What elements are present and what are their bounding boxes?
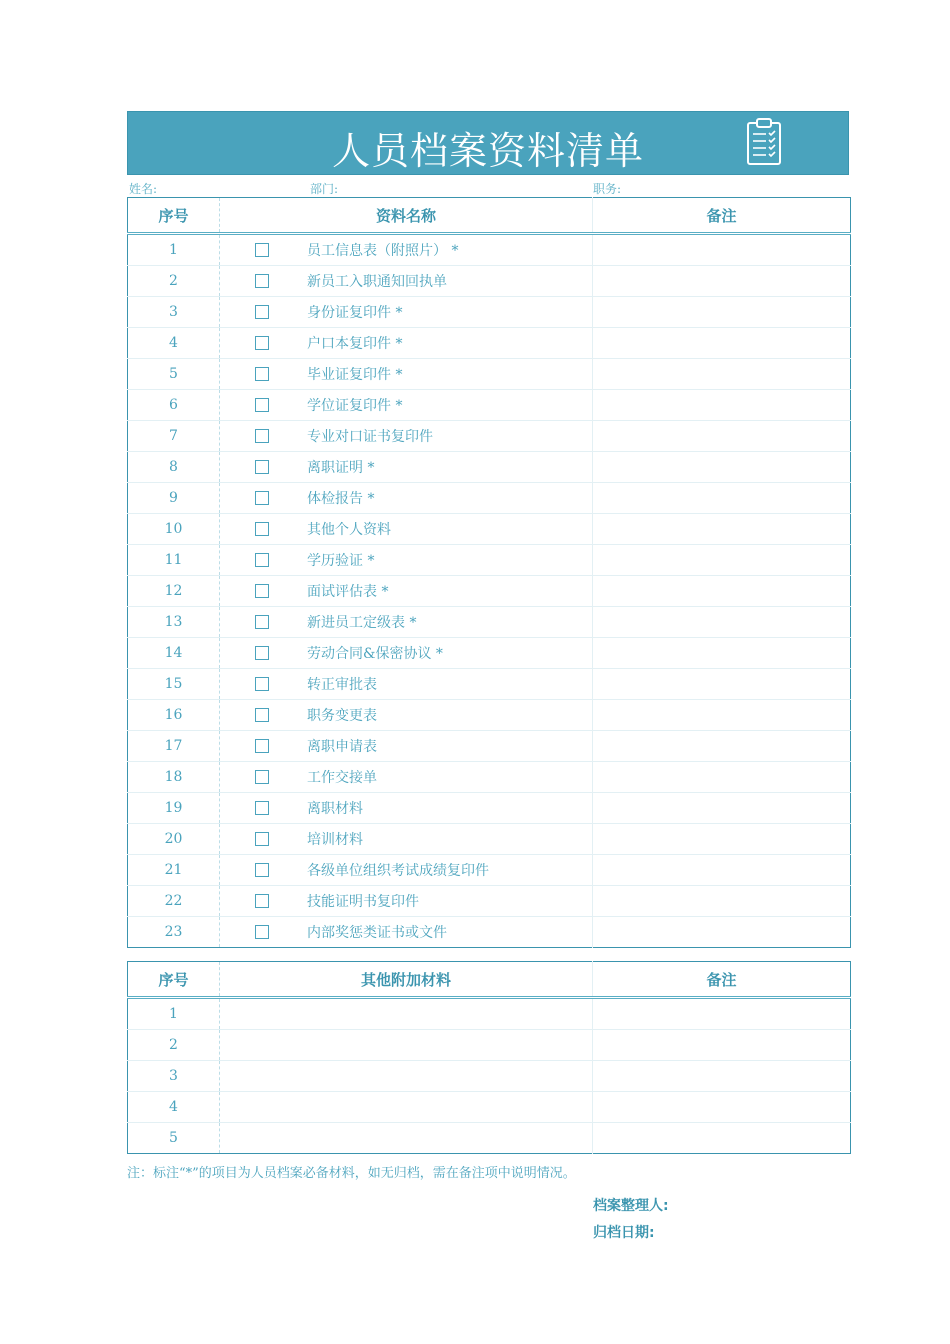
note-cell[interactable] <box>593 638 851 669</box>
document-cell <box>220 638 593 669</box>
document-cell <box>220 421 593 452</box>
row-index: 5 <box>128 359 220 390</box>
row-index: 17 <box>128 731 220 762</box>
table-row <box>128 483 851 514</box>
table-row <box>128 607 851 638</box>
document-label: 身份证复印件 * <box>307 305 403 321</box>
document-cell <box>220 669 593 700</box>
document-label: 员工信息表（附照片） * <box>307 243 459 259</box>
table-row <box>128 266 851 297</box>
document-label: 离职申请表 <box>307 739 377 755</box>
document-cell <box>220 514 593 545</box>
document-cell <box>220 607 593 638</box>
header-additional-materials: 其他附加材料 <box>220 962 593 998</box>
item-checkbox[interactable] <box>255 677 269 691</box>
row-index: 4 <box>128 328 220 359</box>
document-cell <box>220 700 593 731</box>
footnote: 注：标注“*”的项目为人员档案必备材料，如无归档，需在备注项中说明情况。 <box>127 1166 576 1181</box>
document-label: 培训材料 <box>307 832 363 848</box>
table-row <box>128 359 851 390</box>
document-label: 各级单位组织考试成绩复印件 <box>307 863 489 879</box>
note-cell[interactable] <box>593 793 851 824</box>
item-checkbox[interactable] <box>255 367 269 381</box>
note-cell[interactable] <box>593 452 851 483</box>
table-row <box>128 328 851 359</box>
document-cell <box>220 731 593 762</box>
document-label: 学位证复印件 * <box>307 398 403 414</box>
note-cell[interactable] <box>593 762 851 793</box>
document-cell <box>220 359 593 390</box>
document-cell <box>220 234 593 266</box>
item-checkbox[interactable] <box>255 491 269 505</box>
document-label: 离职证明 * <box>307 460 375 476</box>
note-cell[interactable] <box>593 824 851 855</box>
table-row <box>128 234 851 266</box>
row-index: 2 <box>128 1030 220 1061</box>
row-index: 7 <box>128 421 220 452</box>
document-cell <box>220 762 593 793</box>
document-cell <box>220 266 593 297</box>
note-cell[interactable] <box>593 998 851 1030</box>
table-row <box>128 452 851 483</box>
item-checkbox[interactable] <box>255 770 269 784</box>
document-cell <box>220 793 593 824</box>
table-row <box>128 824 851 855</box>
document-label: 劳动合同&保密协议 * <box>307 646 443 662</box>
info-line <box>127 175 849 197</box>
document-label: 户口本复印件 * <box>307 336 403 352</box>
note-cell[interactable] <box>593 917 851 948</box>
item-checkbox[interactable] <box>255 305 269 319</box>
note-cell[interactable] <box>593 359 851 390</box>
document-cell <box>220 297 593 328</box>
item-checkbox[interactable] <box>255 646 269 660</box>
name-label: 姓名: <box>129 182 158 196</box>
table-row <box>128 1030 851 1061</box>
additional-material-cell[interactable] <box>220 1061 593 1092</box>
item-checkbox[interactable] <box>255 863 269 877</box>
document-cell <box>220 824 593 855</box>
item-checkbox[interactable] <box>255 894 269 908</box>
archive-date-label: 归档日期: <box>593 1225 655 1241</box>
note-cell[interactable] <box>593 1123 851 1154</box>
row-index: 15 <box>128 669 220 700</box>
document-cell <box>220 452 593 483</box>
document-label: 工作交接单 <box>307 770 377 786</box>
item-checkbox[interactable] <box>255 398 269 412</box>
note-cell[interactable] <box>593 576 851 607</box>
table-row <box>128 998 851 1030</box>
table-row <box>128 1061 851 1092</box>
additional-materials-table <box>127 961 851 1154</box>
table-row <box>128 576 851 607</box>
table-row <box>128 669 851 700</box>
note-cell[interactable] <box>593 669 851 700</box>
row-index: 2 <box>128 266 220 297</box>
organizer-label: 档案整理人: <box>593 1198 669 1214</box>
document-label: 新员工入职通知回执单 <box>307 274 447 290</box>
additional-material-cell[interactable] <box>220 1092 593 1123</box>
document-label: 新进员工定级表 * <box>307 615 417 631</box>
item-checkbox[interactable] <box>255 584 269 598</box>
row-index: 16 <box>128 700 220 731</box>
table-row <box>128 855 851 886</box>
document-checklist-table <box>127 197 851 948</box>
table-row <box>128 545 851 576</box>
row-index: 1 <box>128 234 220 266</box>
document-label: 毕业证复印件 * <box>307 367 403 383</box>
document-label: 内部奖惩类证书或文件 <box>307 925 447 941</box>
document-label: 离职材料 <box>307 801 363 817</box>
table-row <box>128 793 851 824</box>
note-cell[interactable] <box>593 1061 851 1092</box>
row-index: 10 <box>128 514 220 545</box>
item-checkbox[interactable] <box>255 274 269 288</box>
row-index: 22 <box>128 886 220 917</box>
table-row <box>128 700 851 731</box>
row-index: 8 <box>128 452 220 483</box>
document-cell <box>220 576 593 607</box>
note-cell[interactable] <box>593 700 851 731</box>
note-cell[interactable] <box>593 390 851 421</box>
document-cell <box>220 328 593 359</box>
document-cell <box>220 483 593 514</box>
row-index: 13 <box>128 607 220 638</box>
checklist-page <box>127 111 849 1181</box>
row-index: 3 <box>128 297 220 328</box>
table-row <box>128 886 851 917</box>
note-cell[interactable] <box>593 886 851 917</box>
item-checkbox[interactable] <box>255 739 269 753</box>
table-row <box>128 1092 851 1123</box>
note-cell[interactable] <box>593 855 851 886</box>
table-row <box>128 514 851 545</box>
header-note: 备注 <box>593 962 851 998</box>
table-header-row <box>128 198 851 234</box>
header-index: 序号 <box>128 962 220 998</box>
item-checkbox[interactable] <box>255 522 269 536</box>
row-index: 23 <box>128 917 220 948</box>
table-header-row <box>128 962 851 998</box>
document-cell <box>220 855 593 886</box>
item-checkbox[interactable] <box>255 336 269 350</box>
row-index: 20 <box>128 824 220 855</box>
department-label: 部门: <box>310 182 339 196</box>
item-checkbox[interactable] <box>255 243 269 257</box>
row-index: 4 <box>128 1092 220 1123</box>
document-label: 体检报告 * <box>307 491 375 507</box>
table-row <box>128 297 851 328</box>
document-cell <box>220 886 593 917</box>
header-note: 备注 <box>593 198 851 234</box>
note-cell[interactable] <box>593 483 851 514</box>
title-bar <box>127 111 849 175</box>
document-cell <box>220 917 593 948</box>
item-checkbox[interactable] <box>255 553 269 567</box>
table-row <box>128 917 851 948</box>
document-cell <box>220 390 593 421</box>
document-label: 技能证明书复印件 <box>307 894 419 910</box>
document-label: 其他个人资料 <box>307 522 391 538</box>
additional-material-cell[interactable] <box>220 1030 593 1061</box>
note-cell[interactable] <box>593 514 851 545</box>
table-row <box>128 1123 851 1154</box>
item-checkbox[interactable] <box>255 708 269 722</box>
row-index: 21 <box>128 855 220 886</box>
position-label: 职务: <box>593 182 622 196</box>
row-index: 11 <box>128 545 220 576</box>
table-row <box>128 390 851 421</box>
document-label: 专业对口证书复印件 <box>307 429 433 445</box>
clipboard-checklist-icon <box>746 118 782 166</box>
note-cell[interactable] <box>593 234 851 266</box>
document-label: 转正审批表 <box>307 677 377 693</box>
document-label: 学历验证 * <box>307 553 375 569</box>
page-title: 人员档案资料清单 <box>331 129 644 173</box>
row-index: 5 <box>128 1123 220 1154</box>
item-checkbox[interactable] <box>255 832 269 846</box>
table-row <box>128 731 851 762</box>
table-row <box>128 762 851 793</box>
row-index: 12 <box>128 576 220 607</box>
item-checkbox[interactable] <box>255 615 269 629</box>
row-index: 1 <box>128 998 220 1030</box>
table-row <box>128 421 851 452</box>
note-cell[interactable] <box>593 545 851 576</box>
note-cell[interactable] <box>593 1092 851 1123</box>
row-index: 9 <box>128 483 220 514</box>
document-cell <box>220 545 593 576</box>
row-index: 14 <box>128 638 220 669</box>
item-checkbox[interactable] <box>255 925 269 939</box>
note-cell[interactable] <box>593 328 851 359</box>
note-cell[interactable] <box>593 607 851 638</box>
note-cell[interactable] <box>593 1030 851 1061</box>
note-cell[interactable] <box>593 266 851 297</box>
row-index: 18 <box>128 762 220 793</box>
row-index: 19 <box>128 793 220 824</box>
table-row <box>128 638 851 669</box>
item-checkbox[interactable] <box>255 801 269 815</box>
header-document-name: 资料名称 <box>220 198 593 234</box>
note-cell[interactable] <box>593 297 851 328</box>
document-label: 面试评估表 * <box>307 584 389 600</box>
additional-material-cell[interactable] <box>220 1123 593 1154</box>
row-index: 6 <box>128 390 220 421</box>
document-label: 职务变更表 <box>307 708 377 724</box>
header-index: 序号 <box>128 198 220 234</box>
item-checkbox[interactable] <box>255 460 269 474</box>
note-cell[interactable] <box>593 731 851 762</box>
note-cell[interactable] <box>593 421 851 452</box>
item-checkbox[interactable] <box>255 429 269 443</box>
row-index: 3 <box>128 1061 220 1092</box>
additional-material-cell[interactable] <box>220 998 593 1030</box>
